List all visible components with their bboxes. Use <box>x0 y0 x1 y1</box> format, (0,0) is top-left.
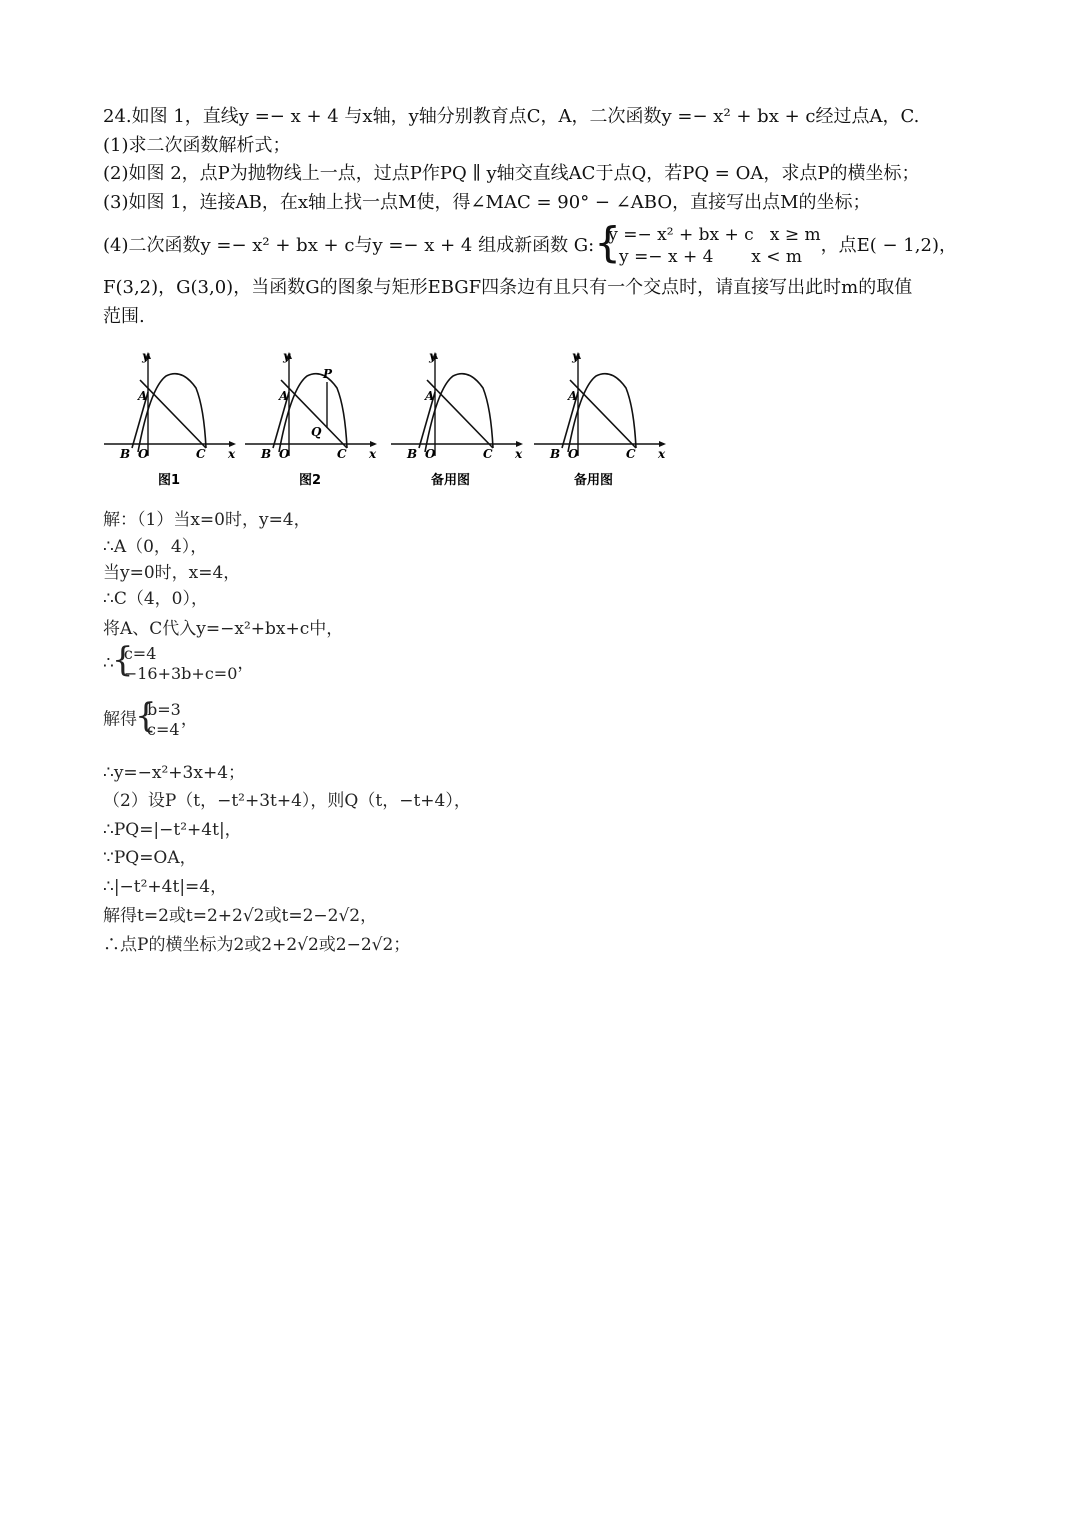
solution-line-13: 解得t=2或t=2+2√2或t=2−2√2， <box>103 906 378 926</box>
piecewise-case-2: y =− x + 4 x < m <box>608 247 802 267</box>
system-1-eq-a: { c=4 <box>123 644 157 663</box>
piecewise-brace <box>594 224 820 268</box>
label-y: y <box>429 349 436 363</box>
label-o: O <box>568 447 579 461</box>
label-y: y <box>572 349 579 363</box>
label-b: B <box>550 447 561 461</box>
system-1-brace <box>114 644 238 684</box>
label-x: x <box>658 447 666 461</box>
caption-fig1: 图1 <box>158 473 181 488</box>
label-a: A <box>279 389 289 403</box>
solution-line-5: 将A、C代入y=−x²+bx+c中， <box>103 619 344 639</box>
solution-line-14: ∴点P的横坐标为2或2+2√2或2−2√2； <box>103 935 411 955</box>
figures-row <box>100 348 680 493</box>
problem-line-7: 范围. <box>103 306 145 327</box>
part4-suffix: ，点E( − 1,2)， <box>820 235 957 256</box>
caption-spare-2: 备用图 <box>574 473 614 488</box>
label-o: O <box>279 447 290 461</box>
solution-line-12: ∴|−t²+4t|=4， <box>103 877 228 897</box>
label-a: A <box>425 389 435 403</box>
label-y: y <box>142 349 149 363</box>
label-b: B <box>120 447 131 461</box>
system-2-eq-a: { b=3 <box>147 700 181 719</box>
problem-line-1: 24.如图 1，直线y =− x + 4 与x轴，y轴分别教育点C，A，二次函数y =− x² + bx + c经过点A，C. <box>103 106 920 127</box>
caption-spare-1: 备用图 <box>431 473 471 488</box>
caption-fig2: 图2 <box>299 473 322 488</box>
label-x: x <box>369 447 377 461</box>
label-c: C <box>626 447 636 461</box>
label-p: P <box>323 367 333 381</box>
system-1-prefix: ∴ <box>103 653 114 674</box>
label-o: O <box>138 447 149 461</box>
label-c: C <box>196 447 206 461</box>
label-o: O <box>425 447 436 461</box>
solution-line-11: ∵PQ=OA， <box>103 848 197 868</box>
label-b: B <box>261 447 272 461</box>
label-b: B <box>407 447 418 461</box>
label-a: A <box>568 389 578 403</box>
figure-2 <box>241 348 381 493</box>
label-x: x <box>515 447 523 461</box>
piecewise-case-1: { y =− x² + bx + c x ≥ m <box>608 225 821 245</box>
figure-spare-1 <box>387 348 527 493</box>
figure-spare-2 <box>530 348 670 493</box>
problem-line-6: F(3,2)，G(3,0)，当函数G的图象与矩形EBGF四条边有且只有一个交点时，请直接写出此时m的取值 <box>103 277 913 298</box>
solution-line-8: ∴y=−x²+3x+4； <box>103 763 246 783</box>
solution-system-1 <box>103 644 254 684</box>
label-y: y <box>283 349 290 363</box>
system-2-eq-b: c=4 <box>147 720 180 739</box>
problem-part-2: (2)如图 2，点P为抛物线上一点，过点P作PQ ∥ y轴交直线AC于点Q，若PQ = OA，求点P的横坐标； <box>103 163 920 184</box>
system-2-prefix: 解得 <box>103 709 137 730</box>
solution-system-2 <box>103 700 198 740</box>
part4-prefix: (4)二次函数y =− x² + bx + c与y =− x + 4 组成新函数 G: <box>103 235 595 256</box>
label-a: A <box>138 389 148 403</box>
solution-line-3: 当y=0时，x=4， <box>103 563 241 583</box>
solution-line-10: ∴PQ=|−t²+4t|， <box>103 820 242 840</box>
system-2-suffix: ， <box>180 709 198 730</box>
system-1-eq-b: −16+3b+c=0 <box>123 664 238 683</box>
label-x: x <box>228 447 236 461</box>
problem-part-4 <box>103 224 983 268</box>
solution-line-4: ∴C（4，0）， <box>103 589 208 609</box>
solution-line-1: 解：（1）当x=0时，y=4， <box>103 510 311 530</box>
solution-line-9: （2）设P（t，−t²+3t+4），则Q（t，−t+4）， <box>103 791 471 811</box>
solution-line-2: ∴A（0，4）， <box>103 537 208 557</box>
problem-part-1: (1)求二次函数解析式； <box>103 135 291 156</box>
problem-part-3: (3)如图 1，连接AB，在x轴上找一点M使，得∠MAC = 90° − ∠ABO，直接写出点M的坐标； <box>103 192 871 213</box>
system-1-suffix: ， <box>237 653 255 674</box>
system-2-brace <box>137 700 181 740</box>
label-c: C <box>483 447 493 461</box>
label-c: C <box>337 447 347 461</box>
figure-1 <box>100 348 240 493</box>
label-q: Q <box>311 425 322 439</box>
